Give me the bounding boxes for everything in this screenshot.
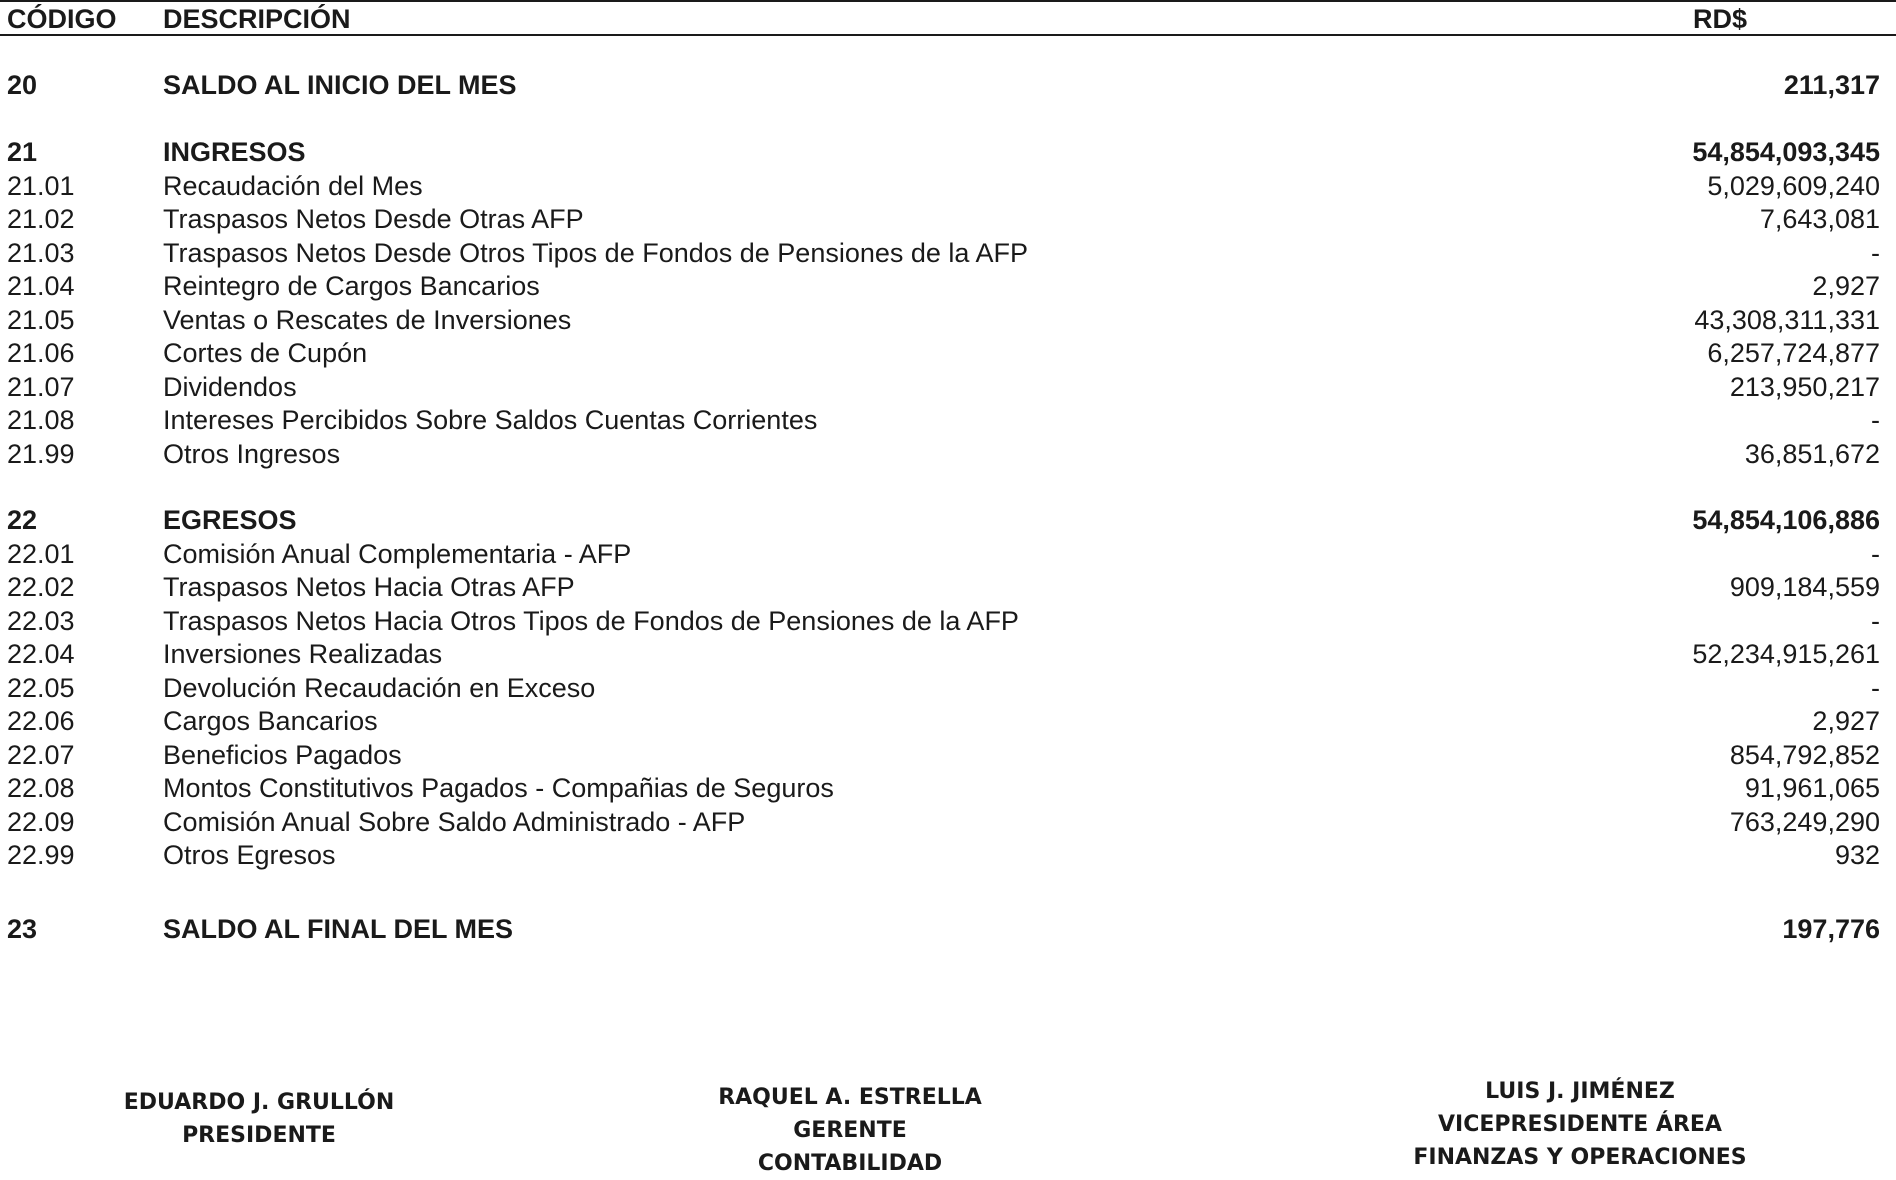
row-description: Comisión Anual Complementaria - AFP bbox=[163, 539, 632, 569]
row-code: 21.05 bbox=[7, 305, 75, 335]
row-code: 22.07 bbox=[7, 740, 75, 770]
row-description: Cortes de Cupón bbox=[163, 338, 368, 368]
row-description: Otros Ingresos bbox=[163, 439, 341, 469]
signatory-title: VICEPRESIDENTE ÁREA bbox=[1438, 1112, 1722, 1137]
signatory-name: RAQUEL A. ESTRELLA bbox=[718, 1085, 982, 1110]
row-code: 21.04 bbox=[7, 271, 75, 301]
row-code: 22.08 bbox=[7, 773, 75, 803]
table-row bbox=[0, 570, 1896, 604]
signature-block-vicepresident bbox=[1380, 1075, 1780, 1174]
row-code: 21.06 bbox=[7, 338, 75, 368]
row-code: 22 bbox=[7, 505, 38, 535]
row-amount: 211,317 bbox=[1783, 70, 1880, 100]
signature-block-manager bbox=[680, 1081, 1020, 1180]
row-code: 22.02 bbox=[7, 572, 75, 602]
row-code: 21.03 bbox=[7, 238, 75, 268]
row-amount: 6,257,724,877 bbox=[1707, 338, 1880, 368]
row-code: 20 bbox=[7, 70, 38, 100]
signatory-department: CONTABILIDAD bbox=[757, 1151, 943, 1176]
table-row bbox=[0, 202, 1896, 236]
table-row bbox=[0, 269, 1896, 303]
table-row bbox=[0, 738, 1896, 772]
signatory-department: FINANZAS Y OPERACIONES bbox=[1413, 1145, 1747, 1170]
row-description: Cargos Bancarios bbox=[163, 706, 378, 736]
table-row bbox=[0, 236, 1896, 270]
row-description: Beneficios Pagados bbox=[163, 740, 402, 770]
table-row bbox=[0, 805, 1896, 839]
table-row bbox=[0, 671, 1896, 705]
row-description: Recaudación del Mes bbox=[163, 171, 423, 201]
table-row bbox=[0, 336, 1896, 370]
row-description: Devolución Recaudación en Exceso bbox=[163, 673, 596, 703]
row-amount: 5,029,609,240 bbox=[1707, 171, 1880, 201]
table-row bbox=[0, 704, 1896, 738]
row-description: EGRESOS bbox=[163, 505, 297, 535]
table-row bbox=[0, 169, 1896, 203]
row-amount: 763,249,290 bbox=[1729, 807, 1880, 837]
row-description: Reintegro de Cargos Bancarios bbox=[163, 271, 540, 301]
table-row bbox=[0, 637, 1896, 671]
signatory-name: LUIS J. JIMÉNEZ bbox=[1485, 1079, 1675, 1104]
row-description: Intereses Percibidos Sobre Saldos Cuentas Corrientes bbox=[163, 405, 818, 435]
row-description: Traspasos Netos Hacia Otros Tipos de Fondos de Pensiones de la AFP bbox=[163, 606, 1019, 636]
table-row bbox=[0, 303, 1896, 337]
row-amount: 2,927 bbox=[1812, 706, 1880, 736]
row-code: 21.01 bbox=[7, 171, 75, 201]
row-description: SALDO AL INICIO DEL MES bbox=[163, 70, 517, 100]
signatory-title: GERENTE bbox=[793, 1118, 907, 1143]
table-row bbox=[0, 503, 1896, 537]
table-row bbox=[0, 68, 1896, 102]
column-header-currency: RD$ bbox=[1693, 4, 1748, 34]
row-code: 22.05 bbox=[7, 673, 75, 703]
signatory-title: PRESIDENTE bbox=[182, 1123, 336, 1148]
row-amount: 2,927 bbox=[1812, 271, 1880, 301]
row-code: 22.01 bbox=[7, 539, 75, 569]
row-amount: 52,234,915,261 bbox=[1692, 639, 1880, 669]
row-amount: - bbox=[1871, 238, 1880, 268]
row-description: Comisión Anual Sobre Saldo Administrado - AFP bbox=[163, 807, 746, 837]
table-header bbox=[0, 0, 1896, 36]
row-description: Dividendos bbox=[163, 372, 297, 402]
row-code: 22.09 bbox=[7, 807, 75, 837]
row-amount: - bbox=[1871, 673, 1880, 703]
row-code: 22.99 bbox=[7, 840, 75, 870]
row-amount: - bbox=[1871, 405, 1880, 435]
row-code: 21.99 bbox=[7, 439, 75, 469]
row-amount: 197,776 bbox=[1782, 914, 1880, 944]
row-code: 22.04 bbox=[7, 639, 75, 669]
row-code: 22.06 bbox=[7, 706, 75, 736]
row-amount: 36,851,672 bbox=[1744, 439, 1880, 469]
row-code: 21.02 bbox=[7, 204, 75, 234]
row-amount: - bbox=[1871, 606, 1880, 636]
row-description: Traspasos Netos Hacia Otras AFP bbox=[163, 572, 575, 602]
table-row bbox=[0, 403, 1896, 437]
row-amount: 91,961,065 bbox=[1744, 773, 1880, 803]
row-description: INGRESOS bbox=[163, 137, 306, 167]
signatory-name: EDUARDO J. GRULLÓN bbox=[123, 1090, 395, 1115]
table-row bbox=[0, 370, 1896, 404]
table-row bbox=[0, 537, 1896, 571]
row-amount: 7,643,081 bbox=[1759, 204, 1880, 234]
table-row bbox=[0, 135, 1896, 169]
row-description: Traspasos Netos Desde Otras AFP bbox=[163, 204, 584, 234]
table-row bbox=[0, 912, 1896, 946]
row-description: Otros Egresos bbox=[163, 840, 336, 870]
row-description: Ventas o Rescates de Inversiones bbox=[163, 305, 572, 335]
row-amount: 854,792,852 bbox=[1729, 740, 1880, 770]
row-code: 22.03 bbox=[7, 606, 75, 636]
row-code: 21.07 bbox=[7, 372, 75, 402]
row-amount: 213,950,217 bbox=[1729, 372, 1880, 402]
table-row bbox=[0, 838, 1896, 872]
row-amount: 43,308,311,331 bbox=[1694, 305, 1880, 335]
row-code: 21 bbox=[7, 137, 38, 167]
row-amount: 909,184,559 bbox=[1729, 572, 1880, 602]
row-description: Traspasos Netos Desde Otros Tipos de Fondos de Pensiones de la AFP bbox=[163, 238, 1028, 268]
row-description: Inversiones Realizadas bbox=[163, 639, 443, 669]
column-header-code: CÓDIGO bbox=[7, 4, 117, 34]
signature-block-president bbox=[99, 1086, 419, 1152]
row-amount: - bbox=[1871, 539, 1880, 569]
table-row bbox=[0, 771, 1896, 805]
row-code: 21.08 bbox=[7, 405, 75, 435]
column-header-description: DESCRIPCIÓN bbox=[163, 4, 351, 34]
table-row bbox=[0, 604, 1896, 638]
row-description: Montos Constitutivos Pagados - Compañias de Seguros bbox=[163, 773, 834, 803]
row-amount: 54,854,106,886 bbox=[1692, 505, 1880, 535]
row-amount: 932 bbox=[1834, 840, 1880, 870]
row-description: SALDO AL FINAL DEL MES bbox=[163, 914, 514, 944]
row-code: 23 bbox=[7, 914, 38, 944]
table-row bbox=[0, 437, 1896, 471]
row-amount: 54,854,093,345 bbox=[1692, 137, 1880, 167]
